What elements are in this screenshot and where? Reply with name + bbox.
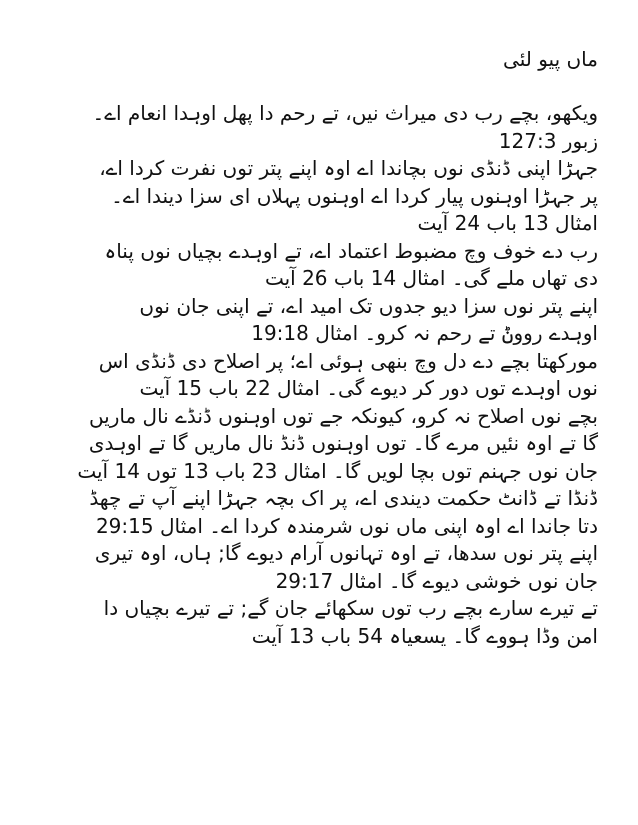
text-line-11: نوں اوہدے توں دور کر دیوے گی۔ امثال 22 باب 15 آیت — [139, 376, 598, 400]
text-line-12: بچے نوں اصلاح نہ کرو، کیونکہ جے توں اوہنوں ڈنڈے نال ماریں — [88, 403, 598, 428]
text-line-2: زبور 127:3 — [498, 128, 598, 153]
text-line-14: جان نوں جہنم توں بچا لویں گا۔ امثال 23 باب 13 توں 14 آیت — [77, 458, 598, 483]
text-line-8: اپنے پتر نوں سزا دیو جدوں تک امید اے، تے اپنی جان نوں — [139, 293, 598, 318]
text-line-5: امثال 13 باب 24 آیت — [417, 211, 598, 235]
text-line-15: ڈنڈا تے ڈانٹ حکمت دیندی اے، پر اک بچہ جہڑا اپنے آپ تے چھڈ — [89, 486, 598, 510]
title-spacer — [38, 74, 598, 100]
text-line-13: گا تے اوہ نئیں مرے گا۔ توں اوہنوں ڈنڈ نال ماریں گا تے اوہدی — [88, 431, 598, 455]
text-line-16: دتا جاندا اے اوہ اپنی ماں نوں شرمندہ کردا اے۔ امثال 29:15 — [95, 513, 598, 538]
text-line-6: رب دے خوف وچ مضبوط اعتماد اے، تے اوہدے بچیاں نوں پناہ — [104, 238, 598, 263]
text-line-7: دی تھاں ملے گی۔ امثال 14 باب 26 آیت — [264, 266, 598, 290]
document-title: ماں پیو لئی — [503, 47, 598, 71]
text-line-18: جان نوں خوشی دیوے گا۔ امثال 29:17 — [275, 568, 598, 593]
text-line-4: پر جہڑا اوہنوں پیار کردا اے اوہنوں پہلاں ای سزا دیندا اے۔ — [111, 183, 598, 208]
text-line-1: ویکھو، بچے رب دی میراث نیں، تے رحم دا پھل اوہدا انعام اے۔ — [92, 101, 598, 125]
text-line-10: مورکھتا بچے دے دل وچ بنھی ہوئی اے؛ پر اصلاح دی ڈنڈی اس — [98, 348, 598, 373]
text-line-20: امن وڈا ہووے گا۔ یسعیاہ 54 باب 13 آیت — [251, 623, 598, 648]
text-line-19: تے تیرے سارے بچے رب توں سکھائے جان گے; تے تیرے بچیاں دا — [103, 596, 598, 620]
text-line-9: اوہدے رووݨ تے رحم نہ کرو۔ امثال 19:18 — [251, 321, 598, 345]
text-line-3: جہڑا اپنی ڈنڈی نوں بچاندا اے اوہ اپنے پتر توں نفرت کردا اے، — [99, 156, 598, 180]
document-body — [38, 44, 598, 650]
verse-list — [38, 100, 598, 650]
text-line-17: اپنے پتر نوں سدھا، تے اوہ تہانوں آرام دیوے گا; ہاں، اوہ تیری — [94, 541, 598, 565]
